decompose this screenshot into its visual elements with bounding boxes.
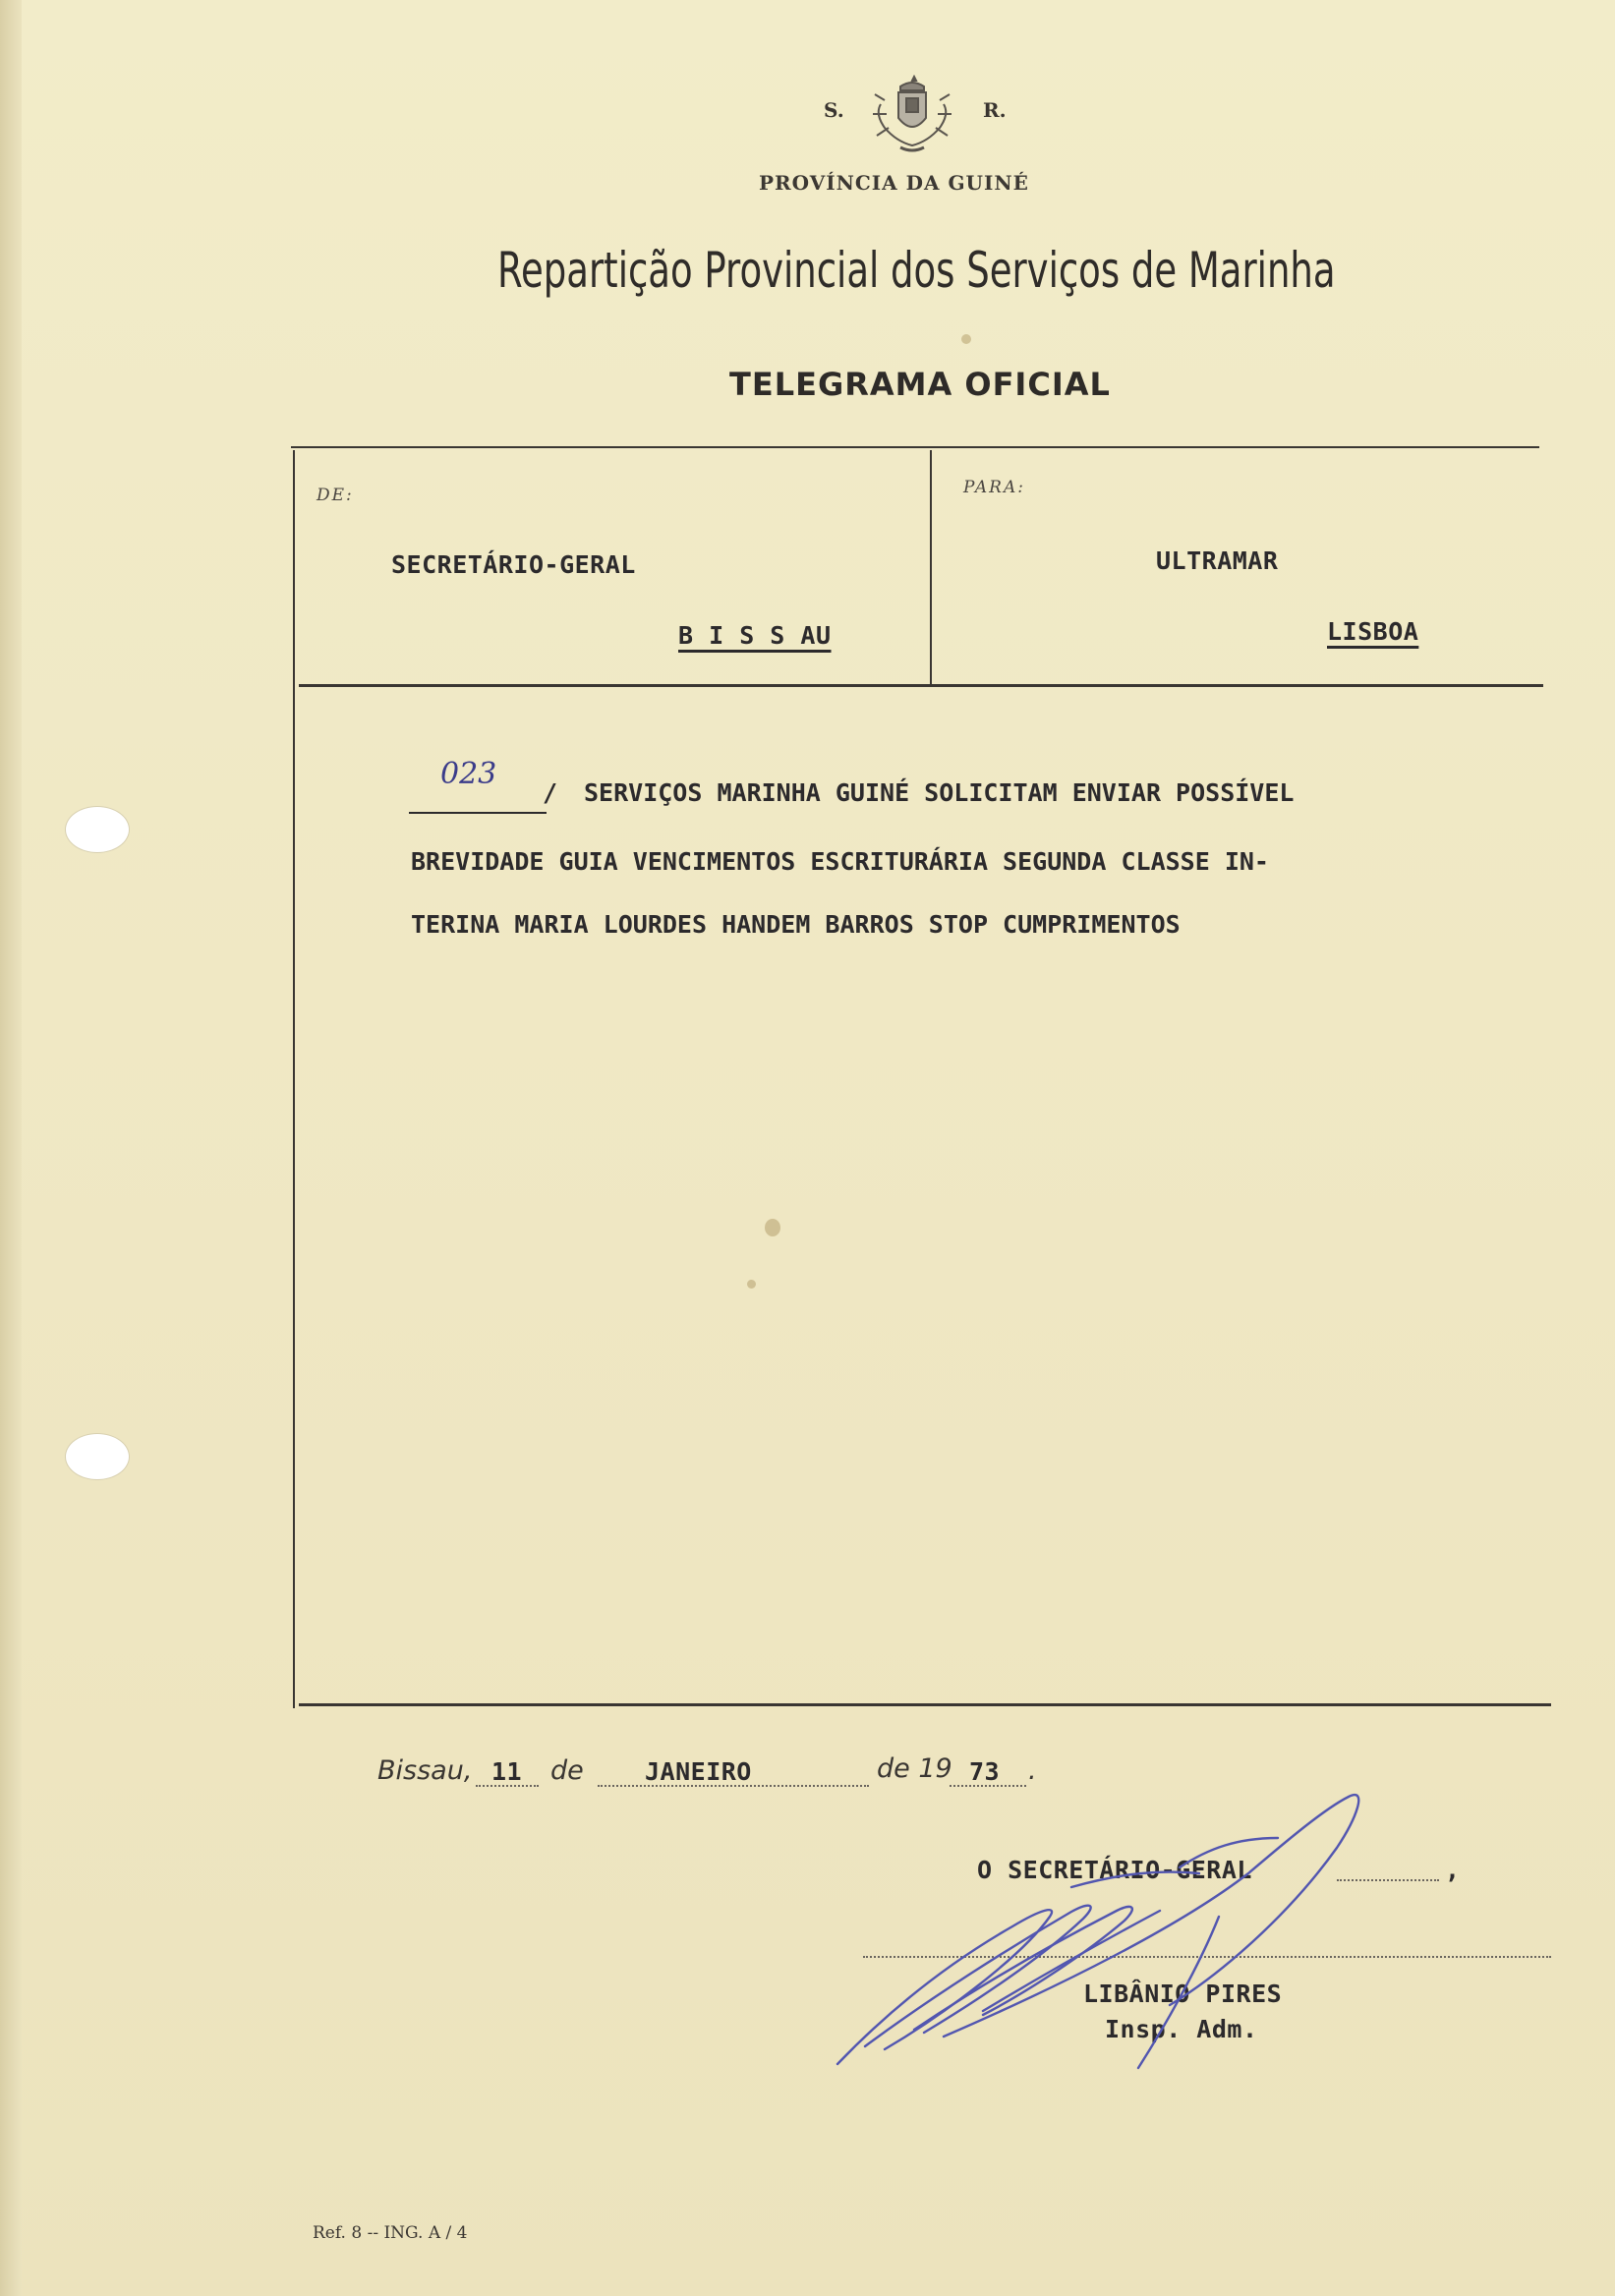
ref-underline bbox=[409, 812, 547, 814]
dateline-place: Bissau, bbox=[377, 1755, 473, 1786]
punch-hole-top bbox=[65, 806, 130, 853]
message-line-1: SERVIÇOS MARINHA GUINÉ SOLICITAM ENVIAR POSSÍVEL bbox=[584, 778, 1295, 807]
signatory-title: O SECRETÁRIO-GERAL bbox=[977, 1856, 1252, 1884]
message-ref-number: 023 bbox=[440, 757, 497, 791]
form-reference: Ref. 8 -- ING. A / 4 bbox=[313, 2223, 468, 2243]
signatory-name: LIBÂNIO PIRES bbox=[1083, 1980, 1283, 2008]
paper-stain bbox=[747, 1280, 756, 1289]
sender-name: SECRETÁRIO-GERAL bbox=[391, 550, 636, 579]
recipient-name: ULTRAMAR bbox=[1156, 546, 1279, 575]
header-divider-rule bbox=[299, 684, 1543, 687]
province-name: PROVÍNCIA DA GUINÉ bbox=[759, 171, 1029, 195]
ref-slash: / bbox=[543, 778, 558, 807]
signatory-role: Insp. Adm. bbox=[1105, 2015, 1258, 2043]
frame-bottom-rule bbox=[299, 1703, 1551, 1706]
from-label: DE: bbox=[317, 486, 354, 505]
column-divider-rule bbox=[930, 450, 932, 686]
paper-edge bbox=[0, 0, 22, 2296]
recipient-place: LISBOA bbox=[1327, 617, 1419, 646]
paper-stain bbox=[961, 334, 971, 344]
form-title: TELEGRAMA OFICIAL bbox=[729, 366, 1111, 403]
dateline-de-year: de 19 bbox=[877, 1753, 952, 1784]
frame-left-rule bbox=[293, 450, 295, 1708]
to-label: PARA: bbox=[963, 478, 1025, 497]
sender-place: B I S S AU bbox=[678, 621, 832, 650]
message-line-3: TERINA MARIA LOURDES HANDEM BARROS STOP CUMPRIMENTOS bbox=[411, 910, 1181, 939]
dateline-month: JANEIRO bbox=[645, 1757, 752, 1786]
signatory-comma: , bbox=[1445, 1856, 1461, 1884]
dateline-period: . bbox=[1028, 1755, 1037, 1786]
dateline-year: 73 bbox=[969, 1757, 1001, 1786]
dateline-day: 11 bbox=[491, 1757, 523, 1786]
handwritten-signature bbox=[826, 1779, 1455, 2074]
header-right-letter: R. bbox=[983, 98, 1007, 122]
frame-top-rule bbox=[291, 446, 1539, 448]
paper-stain bbox=[765, 1219, 780, 1236]
punch-hole-bottom bbox=[65, 1433, 130, 1480]
message-line-2: BREVIDADE GUIA VENCIMENTOS ESCRITURÁRIA SEGUNDA CLASSE IN- bbox=[411, 847, 1269, 876]
header-left-letter: S. bbox=[824, 98, 844, 122]
dateline-de: de bbox=[550, 1755, 584, 1786]
department-name: Repartição Provincial dos Serviços de Marinha bbox=[497, 242, 1336, 299]
coat-of-arms-icon bbox=[871, 75, 953, 153]
